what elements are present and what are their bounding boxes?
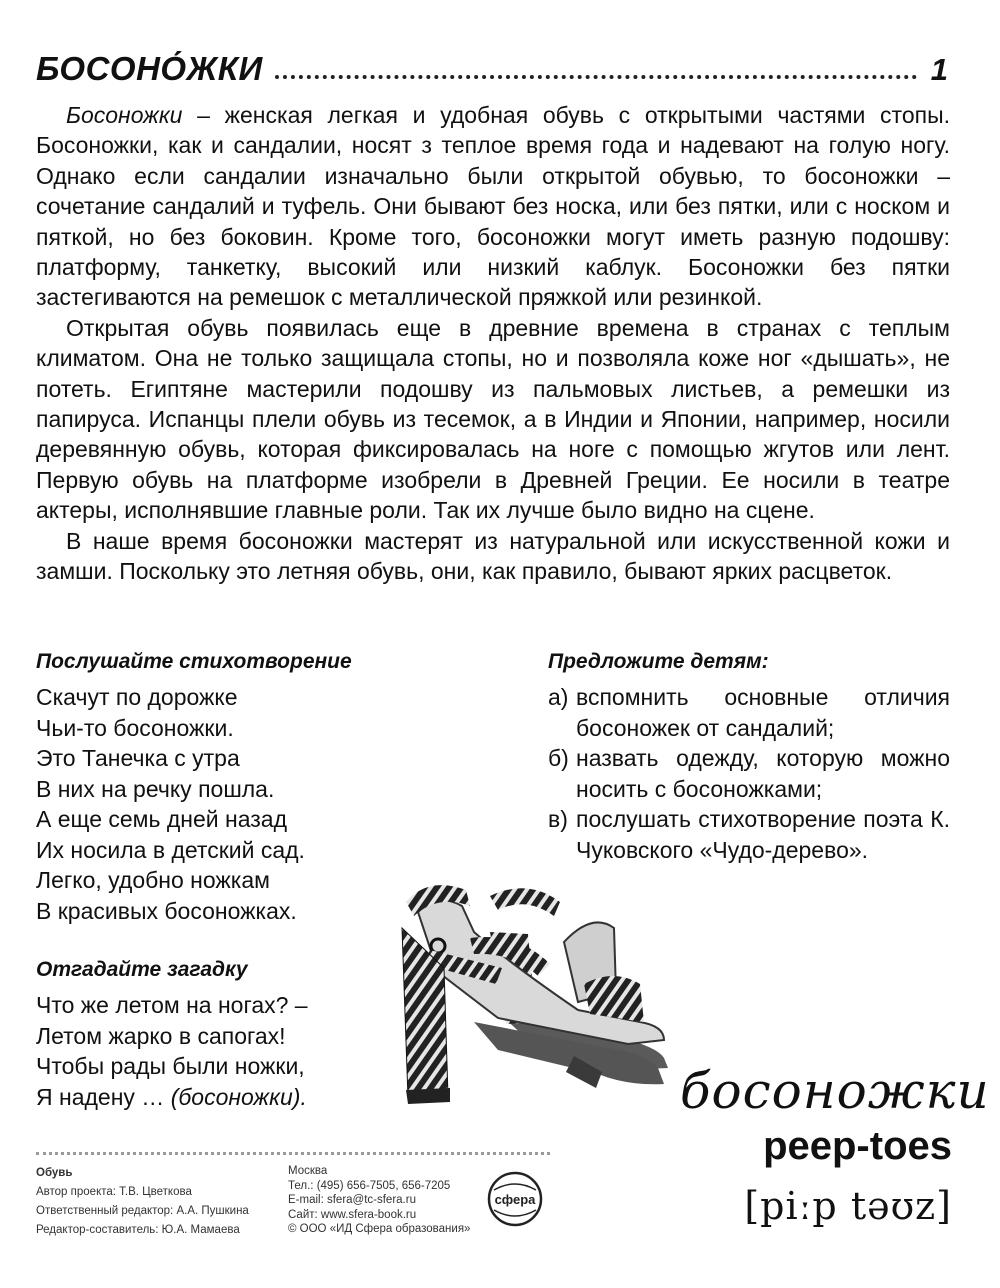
page-title: БОСОНО́ЖКИ <box>36 50 263 87</box>
task-item <box>548 743 950 804</box>
copyright: © ООО «ИД Сфера образования» <box>288 1223 471 1235</box>
paragraph-3: В наше время босоножки мастерят из натуральной или искусственной кожи и замши. Поскольку это летняя обувь, они, как правило, бывают ярких расцветок. <box>36 527 950 585</box>
city: Москва <box>288 1165 328 1177</box>
riddle-heading: Отгадайте загадку <box>36 958 248 981</box>
sandal-illustration <box>378 872 674 1108</box>
paragraph-2: Открытая обувь появилась еще в древние времена в странах с теплым климатом. Она не только защищала стопы, но и позволяла коже ног «дышать», не потеть. Египтяне мастерили подошву из пальмовых листьев, а ремешки из папируса. Испанцы плели обувь из тесемок, а в Индии и Японии, например, носили деревянную обувь, которая фиксировалась на ноге с помощью жгутов или лент. Первую обувь на платформе изобрели в Древней Греции. Ее носили в театре актеры, исполнявшие главные роли. Так их лучше было видно на сцене. <box>36 314 950 524</box>
task-item <box>548 804 950 865</box>
task-marker: в) <box>548 806 568 832</box>
logo-text: сфера <box>494 1192 536 1207</box>
poem-heading: Послушайте стихотворение <box>36 650 352 673</box>
compiler-credit: Редактор-составитель: Ю.А. Мамаева <box>36 1224 240 1236</box>
poem-line: В них на речку пошла. <box>36 775 275 802</box>
poem-line: Скачут по дорожке <box>36 684 238 710</box>
poem <box>36 682 305 926</box>
title-dot-leader <box>275 75 917 79</box>
task-marker: б) <box>548 745 569 771</box>
task-text: назвать одежду, которую можно носить с босоножками; <box>576 745 950 802</box>
tasks-list <box>548 682 950 865</box>
publisher-contacts <box>288 1164 470 1237</box>
lead-term: Босоножки <box>66 102 183 128</box>
paragraph-1-text: – женская легкая и удобная обувь с открытыми частями стопы. Босоножки, как и сандалии, носят з теплое время года и надевают на голую ногу. Однако если сандалии изначально были открытой обувью, то босоножки – сочетание сандалий и туфель. Они бывают без носка, или без пятки, или с носком и пяткой, но без боковин. Кроме того, босоножки могут иметь разную подошву: платформу, танкетку, высокий или низкий каблук. Босоножки без пятки застегиваются на ремешок с металлической пряжкой или резинкой. <box>36 102 950 311</box>
paragraph-1 <box>36 100 950 313</box>
transcription: [piːp təʊz] <box>744 1184 952 1228</box>
task-text: вспомнить основные отличия босоножек от сандалий; <box>576 684 950 741</box>
riddle-last-line: Я надену … <box>36 1083 171 1110</box>
poem-line: В красивых босоножках. <box>36 897 297 924</box>
riddle-line <box>36 1082 308 1113</box>
footer-divider <box>36 1152 550 1155</box>
poem-line: Легко, удобно ножкам <box>36 867 270 893</box>
riddle-line: Что же летом на ногах? – <box>36 992 308 1018</box>
page-header <box>36 38 948 88</box>
riddle-line: Чтобы рады были ножки, <box>36 1053 305 1079</box>
page-number: 1 <box>930 52 948 87</box>
poem-line: Это Танечка с утра <box>36 745 240 771</box>
poem-line: А еще семь дней назад <box>36 806 287 832</box>
english-word: peep-toes <box>763 1124 952 1168</box>
poem-line: Чьи-то босоножки. <box>36 714 234 741</box>
author-credit: Автор проекта: Т.В. Цветкова <box>36 1186 192 1198</box>
tasks-heading: Предложите детям: <box>548 650 769 673</box>
riddle <box>36 990 308 1112</box>
phone: Тел.: (495) 656-7505, 656-7205 <box>288 1179 451 1192</box>
editor-credit: Ответственный редактор: А.А. Пушкина <box>36 1205 249 1217</box>
poem-line: Их носила в детский сад. <box>36 836 305 863</box>
riddle-line: Летом жарко в сапогах! <box>36 1022 286 1049</box>
script-word: босоножки <box>680 1062 990 1120</box>
website: Сайт: www.sfera-book.ru <box>288 1208 417 1221</box>
email: E-mail: sfera@tc-sfera.ru <box>288 1194 416 1206</box>
task-item <box>548 682 950 743</box>
series-name: Обувь <box>36 1167 73 1179</box>
task-text: послушать стихотворение поэта К. Чуковского «Чудо-дерево». <box>576 806 950 863</box>
credits <box>36 1164 249 1240</box>
sfera-logo-icon <box>486 1170 544 1228</box>
riddle-answer: (босоножки). <box>170 1083 307 1110</box>
task-marker: а) <box>548 684 569 710</box>
article-text <box>36 100 950 587</box>
